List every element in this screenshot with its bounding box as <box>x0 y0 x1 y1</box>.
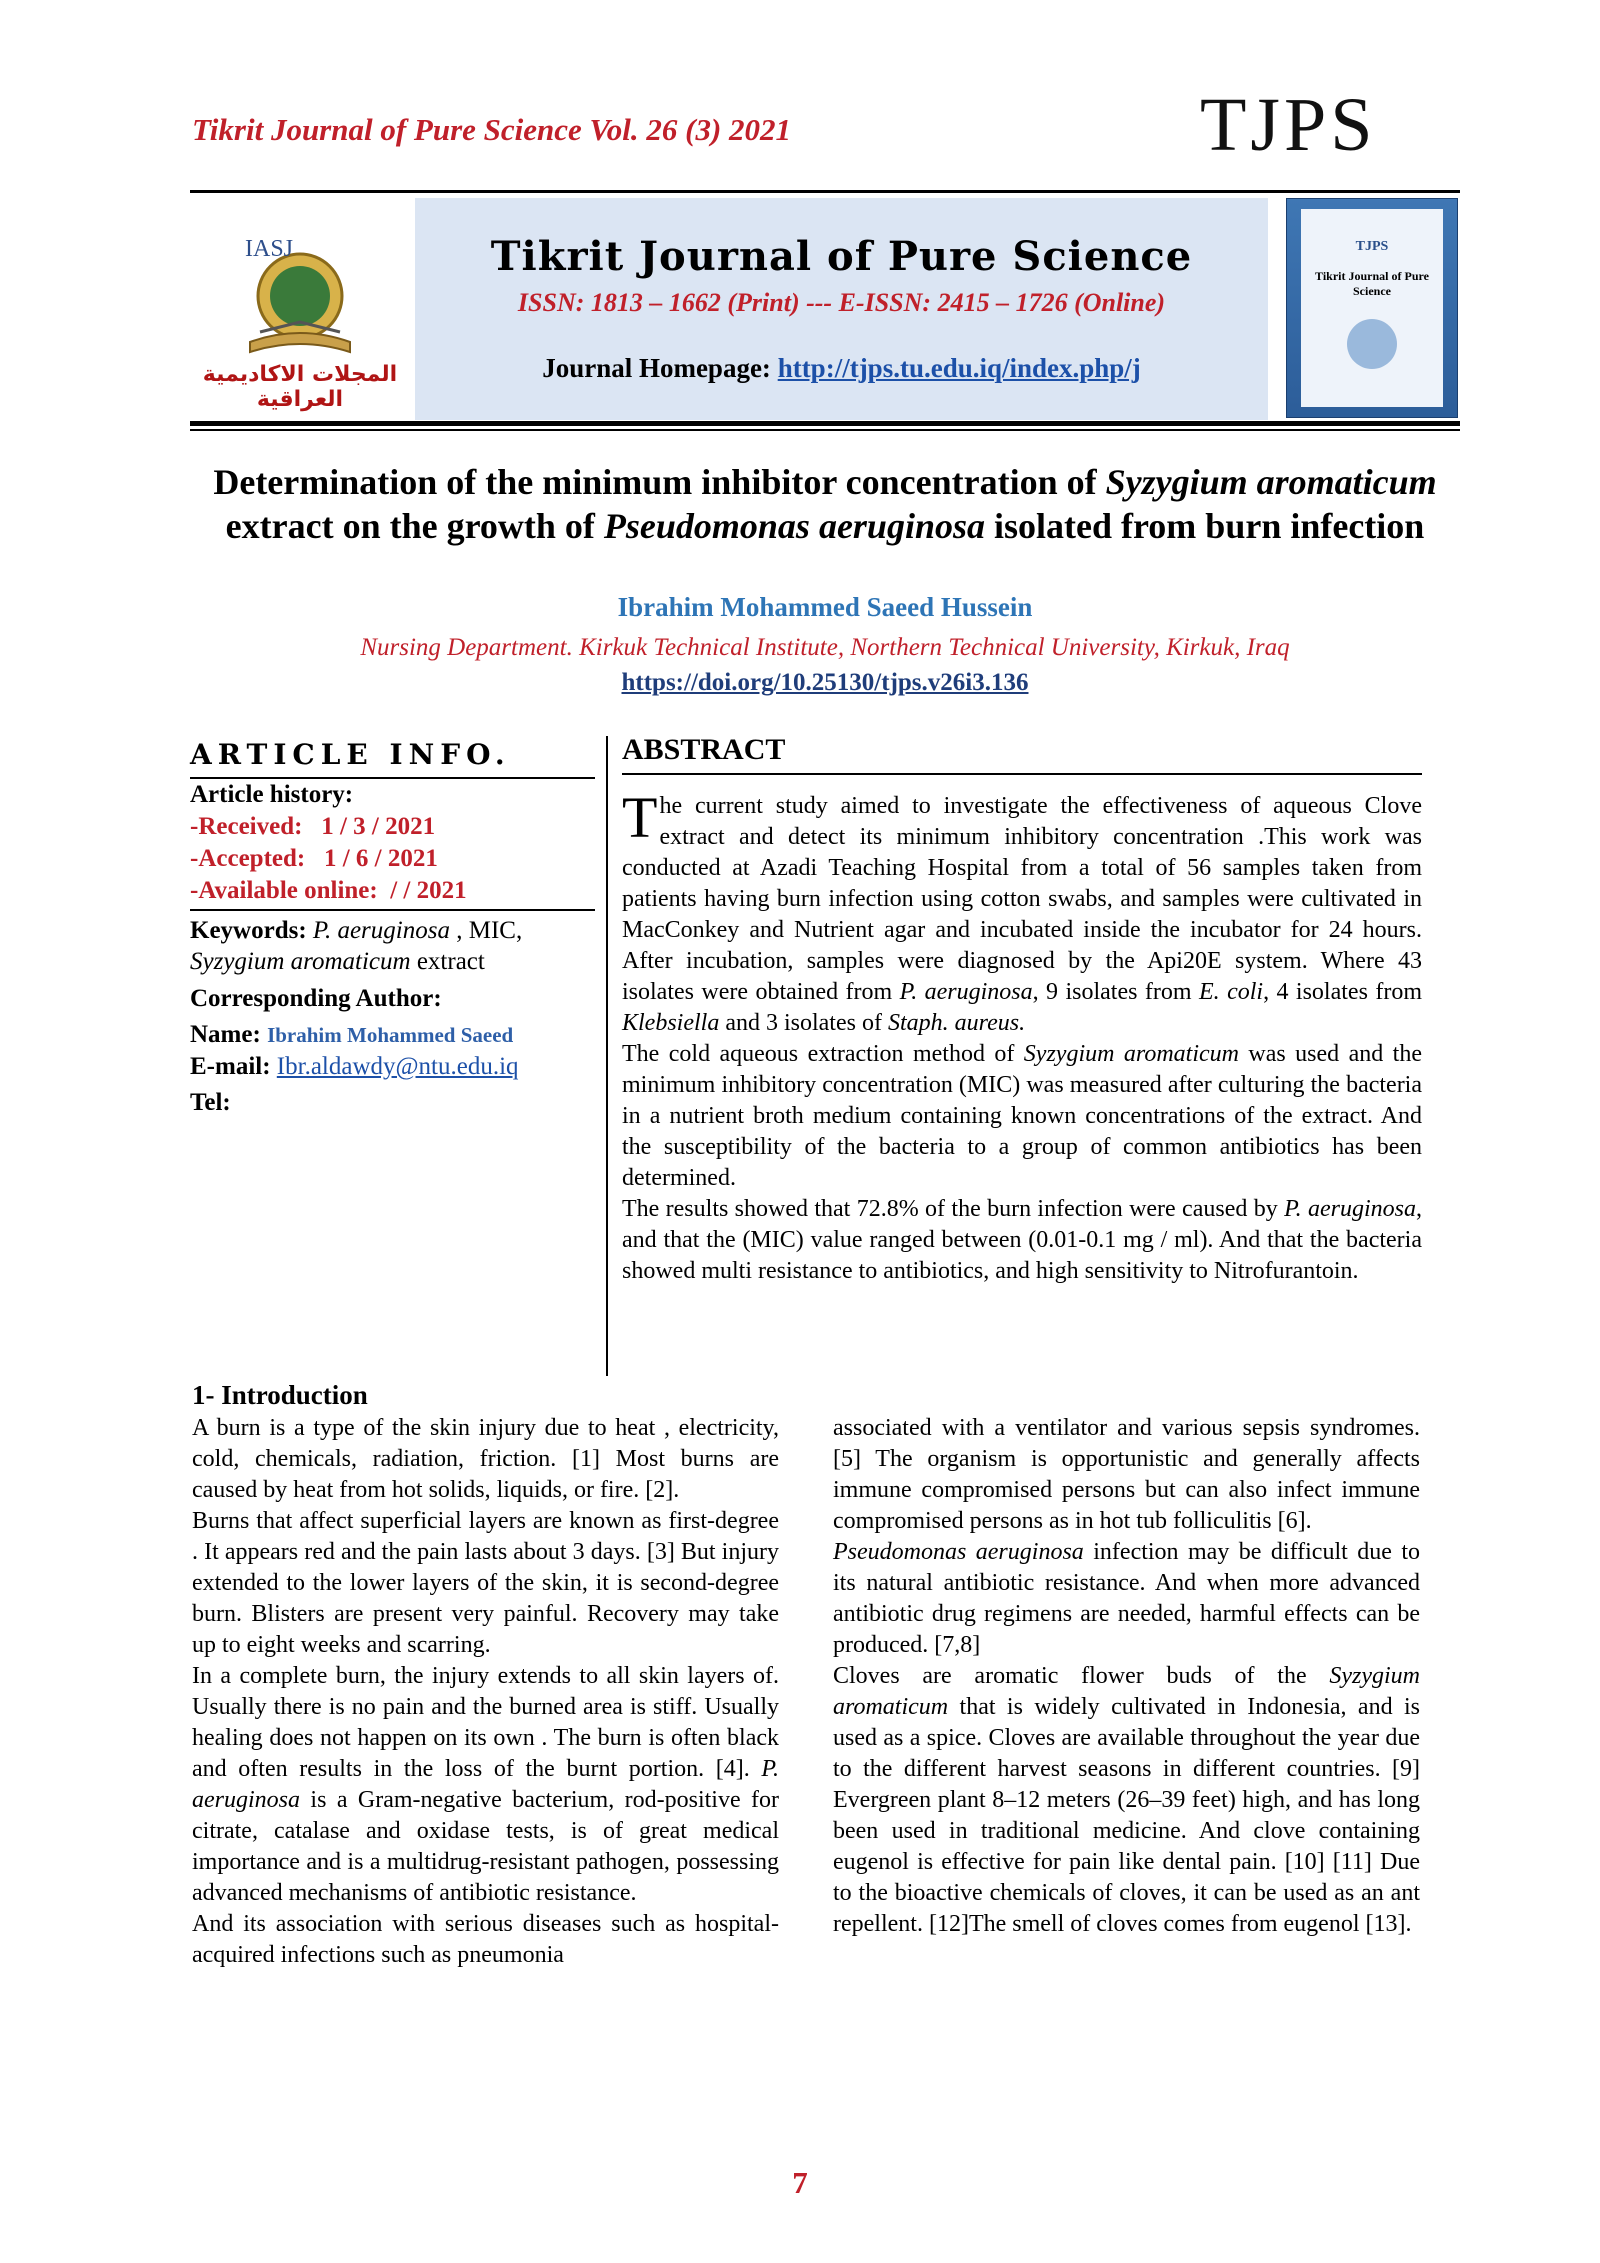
keywords: Keywords: P. aeruginosa , MIC, Syzygium aromaticum extract <box>190 917 523 975</box>
running-head: Tikrit Journal of Pure Science Vol. 26 (3) 2021 <box>192 112 792 147</box>
dropcap: T <box>622 785 658 850</box>
journal-cover <box>1286 198 1458 418</box>
received-date: -Received: 1 / 3 / 2021 <box>190 813 436 840</box>
author-name: Name: Ibrahim Mohammed Saeed <box>190 1021 514 1048</box>
header-rule <box>190 190 1460 193</box>
iasj-label: IASJ <box>245 236 294 262</box>
banner-rule <box>190 421 1460 426</box>
author-affiliation: Nursing Department. Kirkuk Technical Institute, Northern Technical University, Kirkuk, Iraq <box>360 634 1290 661</box>
journal-banner <box>190 194 1460 420</box>
available-date: -Available online: / / 2021 <box>190 877 467 904</box>
page-number: 7 <box>792 2165 808 2200</box>
article-doi[interactable]: https://doi.org/10.25130/tjps.v26i3.136 <box>621 669 1029 696</box>
accepted-date: -Accepted: 1 / 6 / 2021 <box>190 845 438 872</box>
article-author: Ibrahim Mohammed Saeed Hussein <box>617 592 1033 622</box>
introduction-right-column: associated with a ventilator and various sepsis syndromes. [5] The organism is opportunistic and generally affects immune compromised persons but can also infect immune compromised persons as in hot tub folliculitis [6]. Pseudomonas aeruginosa infection may be difficult due to its natural antibiotic resistance. And when more advanced antibiotic drug regimens are needed, harmful effects can be produced. [7,8] Cloves are aromatic flower buds of the Syzygium aromaticum that is widely cultivated in Indonesia, and is used as a spice. Cloves are available throughout the year due to the different harvest seasons in different countries. [9] Evergreen plant 8–12 meters (26–39 feet) high, and has long been used in traditional medicine. And clove containing eugenol is effective for pain like dental pain. [10] [11] Due to the bioactive chemicals of cloves, it can be used as an ant repellent. [12]The smell of cloves comes from eugenol [13]. <box>833 1415 1421 1937</box>
abstract-heading: ABSTRACT <box>622 733 1422 775</box>
iasj-arabic-name: المجلات الاكاديمية العراقية <box>202 362 398 412</box>
introduction-heading: 1- Introduction <box>192 1380 368 1410</box>
author-tel: Tel: <box>190 1089 231 1116</box>
iasj-logo <box>190 214 410 414</box>
banner-center <box>415 198 1268 420</box>
cover-tjps: TJPS <box>1355 239 1389 254</box>
corresponding-author-label: Corresponding Author: <box>190 985 442 1012</box>
journal-issn: ISSN: 1813 – 1662 (Print) --- E-ISSN: 2415 – 1726 (Online) <box>517 288 1166 317</box>
tjps-logo: TJPS <box>1200 83 1377 167</box>
column-divider <box>606 736 608 1376</box>
article-history-label: Article history: <box>190 781 354 808</box>
abstract-text: The current study aimed to investigate the effectiveness of aqueous Clove extract and detect its minimum inhibitory concentration .This work was conducted at Azadi Teaching Hospital from a total of 56 samples taken from patients having burn infection using cotton swabs, and samples were cultivated in MacConkey and Nutrient agar and incubated inside the incubator for 24 hours. After incubation, samples were diagnosed by the Api20E system. Where 43 isolates were obtained from P. aeruginosa, 9 isolates from E. coli, 4 isolates from Klebsiella and 3 isolates of Staph. aureus. The cold aqueous extraction method of Syzygium aromaticum was used and the minimum inhibitory concentration (MIC) was measured after culturing the bacteria in a nutrient broth medium containing known concentrations of the extract. And the susceptibility of the bacteria to a group of common antibiotics has been determined. The results showed that 72.8% of the burn infection were caused by P. aeruginosa, and that the (MIC) value ranged between (0.01-0.1 mg / ml). And that the bacteria showed multi resistance to antibiotics, and high sensitivity to Nitrofurantoin. <box>622 785 1422 1284</box>
author-email: E-mail: Ibr.aldawdy@ntu.edu.iq <box>190 1053 519 1080</box>
homepage-link[interactable]: http://tjps.tu.edu.iq/index.php/j <box>777 353 1141 383</box>
journal-homepage <box>415 353 1268 384</box>
abstract <box>622 733 1422 1287</box>
introduction-left-column: A burn is a type of the skin injury due to heat , electricity, cold, chemicals, radiation, friction. [1] Most burns are caused by heat from hot solids, liquids, or fire. [2]. Burns that affect superficial layers are known as first-degree . It appears red and the pain lasts about 3 days. [3] But injury extended to the lower layers of the skin, it is second-degree burn. Blisters are present very painful. Recovery may take up to eight weeks and scarring. In a complete burn, the injury extends to all skin layers of. Usually there is no pain and the burned area is stiff. Usually healing does not happen on its own . The burn is often black and often results in the loss of the burnt portion. [4]. P. aeruginosa is a Gram-negative bacterium, rod-positive for citrate, catalase and oxidase tests, is of great medical importance and is a multidrug-resistant pathogen, possessing advanced mechanisms of antibiotic resistance. And its association with serious diseases such as hospital-acquired infections such as pneumonia <box>192 1415 779 1968</box>
journal-title: Tikrit Journal of Pure Science <box>490 233 1193 280</box>
article-info <box>190 738 595 1119</box>
article-title: Determination of the minimum inhibitor concentration of Syzygium aromaticum extract on the growth of Pseudomonas aeruginosa isolated from burn infection <box>213 462 1437 546</box>
banner-rule-thin <box>190 429 1460 431</box>
article-info-heading: ARTICLE INFO. <box>190 738 595 779</box>
cover-seal-icon <box>1347 319 1397 369</box>
homepage-label: Journal Homepage: <box>542 353 778 383</box>
cover-title: Tikrit Journal of Pure Science <box>1315 269 1429 298</box>
